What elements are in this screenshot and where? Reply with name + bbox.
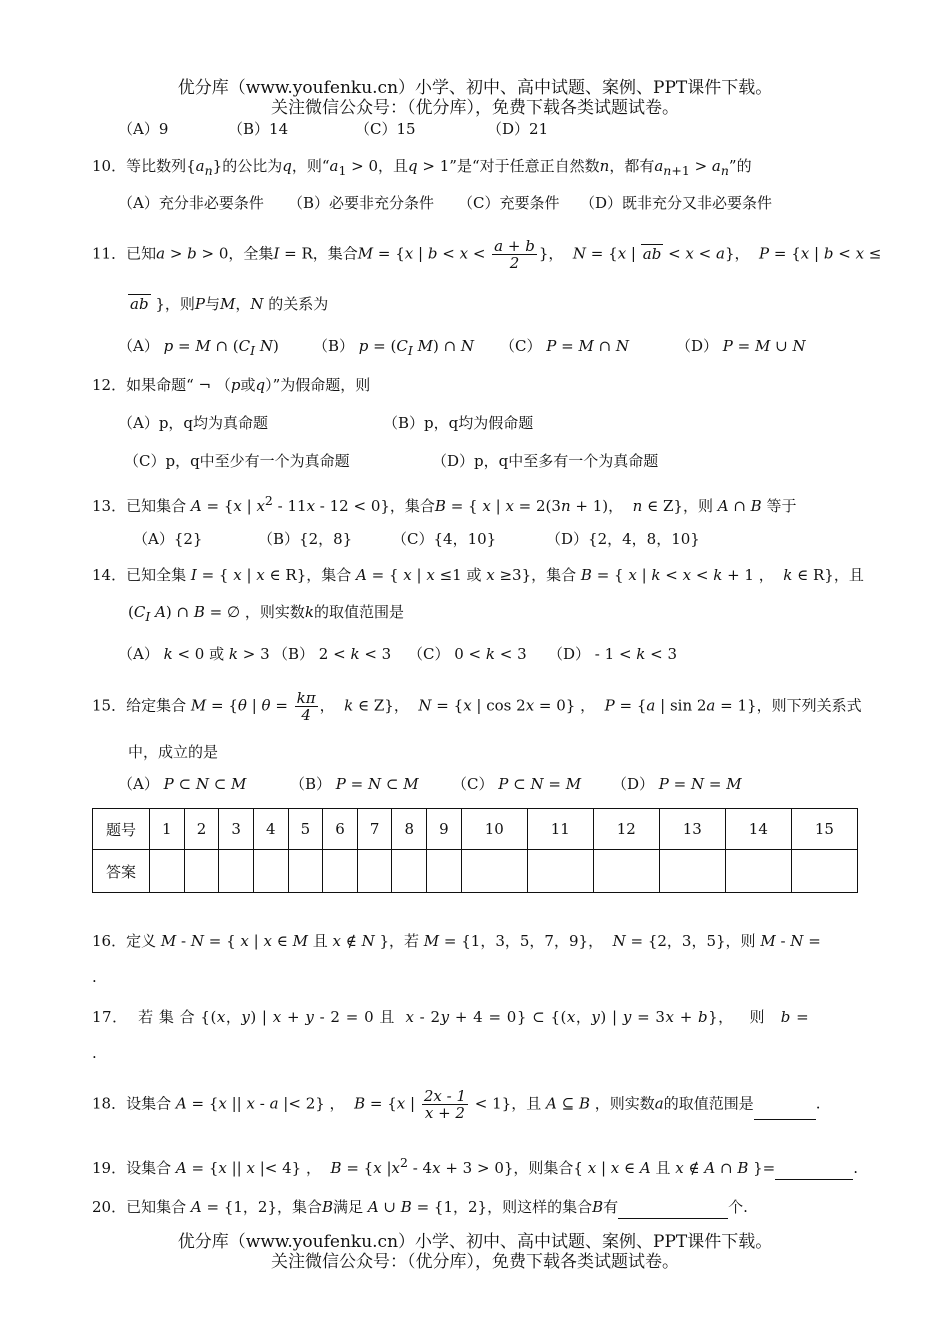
q15-stem-cont: 中，成立的是	[128, 743, 219, 761]
q15-stem: 15．给定集合 M = {θ | θ = $\frac{k\pi}{4}$ ， k ∈ Z}， N = {x | cos 2x = 0} ， P = {a | sin 2a = 1}，则下列关系式	[92, 689, 862, 724]
q14-stem-cont: ($C_I$ A) ∩ B = ∅ ，则实数k的取值范围是	[128, 603, 404, 624]
q9-option-b: （B）14	[228, 120, 289, 138]
q11-option-c: （C） P = M ∩ N	[500, 337, 630, 355]
q11-option-b: （B） $p = (C_I$ M) ∩ N	[313, 337, 475, 358]
answer-cell[interactable]	[150, 850, 185, 893]
q10-option-c: （C）充要条件	[458, 194, 560, 212]
q12-number: 12．	[92, 376, 127, 394]
q11-option-a: （A） p = M ∩ ($C_I$ N)	[118, 337, 279, 358]
q19-stem: 19．设集合 A = {x || x |< 4} ， B = {x $|x^2 - 4x + 3 > 0$}，则集合{ x | x ∈ A 且 x ∉ A ∩ B }= .	[92, 1152, 862, 1180]
q11-stem: 11．已知a > b > 0，全集I = R，集合M = {x | b < x < $\frac{a + b}{2}$ }， N = {x | ab < x < a}， P = {x | b < x ≤	[92, 237, 882, 272]
answer-cell[interactable]	[219, 850, 254, 893]
answer-cell[interactable]	[323, 850, 358, 893]
table-col-num: 9	[427, 809, 462, 850]
answer-cell[interactable]	[659, 850, 725, 893]
q12-option-a: （A）p，q均为真命题	[118, 414, 269, 432]
answer-table	[92, 808, 858, 893]
table-col-num: 8	[392, 809, 427, 850]
header-line-2: 关注微信公众号：（优分库），免费下载各类试题试卷。	[271, 98, 679, 118]
answer-cell[interactable]	[184, 850, 219, 893]
table-col-num: 13	[659, 809, 725, 850]
q15-option-d: （D） P = N = M	[612, 775, 742, 793]
q10-number: 10．	[92, 157, 127, 175]
q10-option-b: （B）必要非充分条件	[288, 194, 435, 212]
q15-option-b: （B） P = N ⊂ M	[290, 775, 419, 793]
table-col-num: 10	[461, 809, 527, 850]
table-col-num: 11	[527, 809, 593, 850]
table-col-num: 15	[791, 809, 857, 850]
q13-number: 13．	[92, 497, 127, 515]
q9-option-a: （A）9	[118, 120, 169, 138]
q10-option-a: （A）充分非必要条件	[118, 194, 264, 212]
q20-number: 20．	[92, 1198, 127, 1216]
q16-answer-dot: .	[92, 968, 97, 986]
q18-number: 18．	[92, 1094, 127, 1113]
table-col-num: 5	[288, 809, 323, 850]
q13-option-d: （D）{2，4，8，10}	[546, 530, 700, 548]
q16-number: 16．	[92, 932, 127, 950]
q13-option-c: （C）{4，10}	[392, 530, 497, 548]
q15-option-a: （A） P ⊂ N ⊂ M	[118, 775, 247, 793]
q12-stem: 12．如果命题“ ¬ （p或q）”为假命题，则	[92, 376, 371, 394]
table-col-num: 6	[323, 809, 358, 850]
answer-cell[interactable]	[791, 850, 857, 893]
footer-line-1: 优分库（www.youfenku.cn）小学、初中、高中试题、案例、PPT课件下载。	[177, 1232, 773, 1252]
q14-stem: 14．已知全集 I = { x | x ∈ R}，集合 A = { x | x ≤1 或 x ≥3}，集合 B = { x | k < x < k + 1 ， k ∈ R}，且	[92, 566, 864, 584]
answer-cell[interactable]	[288, 850, 323, 893]
answer-table-header-row	[93, 809, 858, 850]
q14-option-a: （A） k < 0 或 k > 3	[118, 645, 270, 663]
q13-option-b: （B）{2，8}	[258, 530, 353, 548]
q11-number: 11．	[92, 244, 127, 263]
table-col-num: 3	[219, 809, 254, 850]
answer-cell[interactable]	[427, 850, 462, 893]
q10-stem: 10．等比数列$\{a_n\}$的公比为q，则“$a_1 > 0$，且q > 1”是“对于任意正自然数n，都有$a_{n+1} > a_n$”的	[92, 157, 752, 178]
q13-stem: 13．已知集合 A = {x | $x^2 - 11x - 12 < 0$}，集合B = { x | x = 2(3n + 1)， n ∈ Z}，则 A ∩ B 等于	[92, 493, 797, 515]
q10-option-d: （D）既非充分又非必要条件	[580, 194, 773, 212]
q15-number: 15．	[92, 696, 127, 715]
table-col-num: 7	[357, 809, 392, 850]
answer-cell[interactable]	[593, 850, 659, 893]
table-col-num: 12	[593, 809, 659, 850]
q9-option-d: （D）21	[487, 120, 549, 138]
q15-option-c: （C） P ⊂ N = M	[452, 775, 582, 793]
q16-stem: 16．定义 M - N = { x | x ∈ M 且 x ∉ N }，若 M = {1，3，5，7，9}， N = {2，3，5}，则 M - N =	[92, 932, 821, 950]
q11-stem-cont: ab }，则P与M，N 的关系为	[130, 295, 329, 313]
q14-number: 14．	[92, 566, 127, 584]
table-answer-label: 答案	[93, 850, 150, 893]
header-line-1: 优分库（www.youfenku.cn）小学、初中、高中试题、案例、PPT课件下载。	[177, 78, 773, 98]
q20-stem: 20．已知集合 A = {1，2}，集合B满足 A ∪ B = {1，2}，则这样的集合B有 个.	[92, 1196, 862, 1219]
q17-answer-dot: .	[92, 1044, 97, 1062]
q14-option-c: （C） 0 < k < 3	[408, 645, 527, 663]
q12-option-b: （B）p，q均为假命题	[383, 414, 534, 432]
q12-option-c: （C）p，q中至少有一个为真命题	[124, 452, 350, 470]
q14-option-b: （B） 2 < k < 3	[273, 645, 392, 663]
answer-cell[interactable]	[253, 850, 288, 893]
q13-option-a: （A）{2}	[133, 530, 203, 548]
answer-cell[interactable]	[357, 850, 392, 893]
q11-option-d: （D） P = M ∪ N	[676, 337, 806, 355]
answer-table-answer-row	[93, 850, 858, 893]
q18-stem: 18．设集合 A = {x || x - a |< 2} ， B = {x | $\frac{2x - 1}{x + 2}$ < 1}，且 A ⊆ B ，则实数a的取值范围是 .	[92, 1087, 821, 1122]
q12-option-d: （D）p，q中至多有一个为真命题	[432, 452, 659, 470]
q19-number: 19．	[92, 1159, 127, 1177]
answer-cell[interactable]	[392, 850, 427, 893]
answer-cell[interactable]	[527, 850, 593, 893]
q9-option-c: （C）15	[355, 120, 416, 138]
q17-stem: 17． 若 集 合 {(x，y) | x + y - 2 = 0 且 x - 2y + 4 = 0} ⊂ {(x，y) | y = 3x + b}， 则 b =	[92, 1008, 810, 1026]
table-header-label: 题号	[93, 809, 150, 850]
footer-line-2: 关注微信公众号：（优分库），免费下载各类试题试卷。	[271, 1252, 679, 1272]
answer-cell[interactable]	[725, 850, 791, 893]
table-col-num: 2	[184, 809, 219, 850]
q14-option-d: （D） - 1 < k < 3	[548, 645, 678, 663]
q17-number: 17．	[92, 1008, 128, 1026]
answer-cell[interactable]	[461, 850, 527, 893]
table-col-num: 4	[253, 809, 288, 850]
table-col-num: 1	[150, 809, 185, 850]
table-col-num: 14	[725, 809, 791, 850]
